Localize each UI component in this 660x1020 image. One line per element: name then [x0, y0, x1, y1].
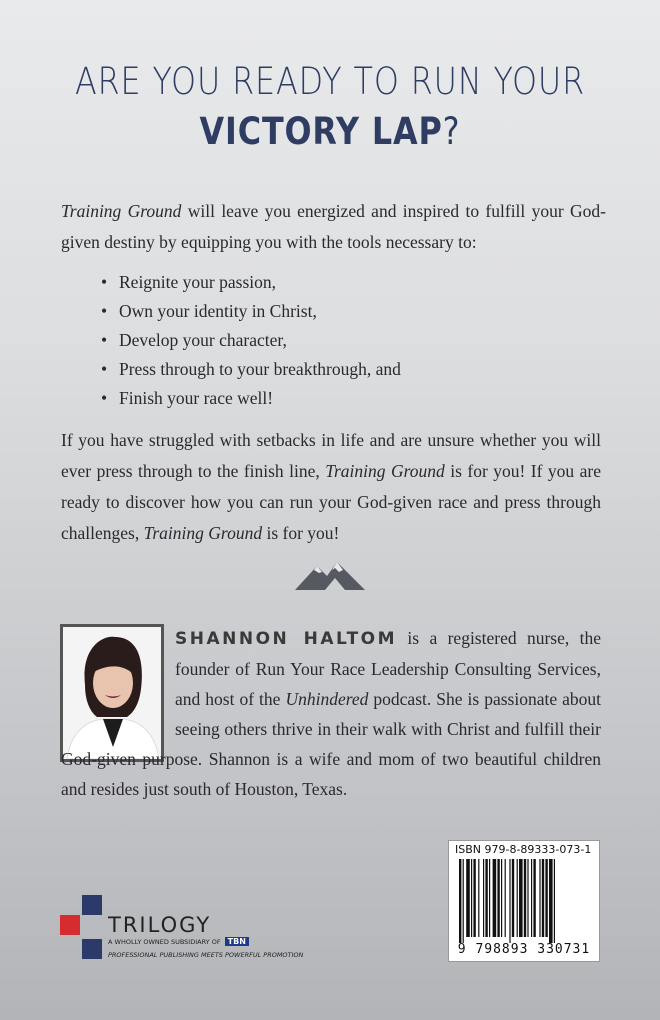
publisher-tagline: PROFESSIONAL PUBLISHING MEETS POWERFUL PROMOTION	[108, 951, 304, 959]
isbn-label: ISBN 979-8-89333-073-1	[455, 843, 592, 856]
photo-spacer	[61, 623, 175, 743]
list-item: • Reignite your passion,	[101, 268, 401, 297]
audience-text-1: If you have struggled with setbacks in life and are unsure whether you will ever press through to the finish line,	[61, 430, 601, 481]
barcode-bar	[483, 859, 484, 937]
barcode-bar	[478, 859, 479, 937]
isbn-barcode	[448, 840, 600, 962]
headline	[0, 58, 660, 156]
barcode-bar	[519, 859, 523, 937]
barcode-bars	[459, 859, 589, 943]
barcode-bar	[497, 859, 499, 937]
audience-paragraph	[61, 425, 601, 549]
tbn-logo: TBN	[225, 937, 249, 946]
author-name: SHANNON HALTOM	[175, 629, 398, 649]
barcode-bar	[505, 859, 506, 937]
barcode-bar	[545, 859, 547, 937]
barcode-bar	[509, 859, 510, 943]
barcode-number: 9 798893 330731	[457, 942, 591, 957]
bio-text-2: podcast. She is passionate about seeing others thrive in their walk with Christ and fulfill their God-given purpose. Shannon is a wife and mom of two beautiful children and resides just south of Houston, Texas.	[61, 689, 601, 799]
barcode-bar	[501, 859, 502, 937]
barcode-bar	[533, 859, 535, 937]
podcast-title: Unhindered	[285, 689, 369, 709]
subsidiary-text: A WHOLLY OWNED SUBSIDIARY OF	[108, 938, 221, 946]
barcode-bar	[473, 859, 475, 937]
publisher-logo	[60, 893, 320, 963]
publisher-name: TRILOGY	[108, 913, 212, 937]
barcode-bar	[531, 859, 532, 937]
barcode-bar	[485, 859, 487, 937]
list-item: • Press through to your breakthrough, and	[101, 355, 401, 384]
barcode-bar	[542, 859, 544, 937]
barcode-bar	[493, 859, 497, 937]
headline-emphasis: VICTORY LAP	[199, 110, 443, 153]
barcode-bar	[459, 859, 461, 943]
book-title: Training Ground	[325, 461, 445, 481]
list-item: • Finish your race well!	[101, 384, 401, 413]
barcode-bar	[554, 859, 555, 943]
book-title: Training Ground	[61, 201, 182, 221]
barcode-bar	[517, 859, 518, 937]
intro-text: will leave you energized and inspired to fulfill your God-given destiny by equipping you with the tools necessary to:	[61, 201, 606, 252]
list-item: • Develop your character,	[101, 326, 401, 355]
intro-paragraph	[61, 196, 606, 258]
barcode-bar	[466, 859, 470, 937]
author-bio	[61, 623, 601, 804]
book-title: Training Ground	[143, 523, 263, 543]
headline-line2	[46, 108, 614, 156]
barcode-bar	[489, 859, 490, 937]
barcode-bar	[539, 859, 540, 937]
barcode-bar	[463, 859, 464, 943]
publisher-subsidiary-line	[108, 937, 249, 946]
audience-text-2: is for you! If you are ready to discover how you can run your God-given race and press through challenges,	[61, 461, 601, 543]
barcode-bar	[524, 859, 526, 937]
benefits-list	[101, 268, 401, 413]
bio-text-1: is a registered nurse, the founder of Run Your Race Leadership Consulting Services, and host of the	[175, 628, 601, 709]
barcode-bar	[512, 859, 514, 937]
barcode-bar	[471, 859, 472, 937]
list-item: • Own your identity in Christ,	[101, 297, 401, 326]
barcode-bar	[527, 859, 528, 937]
audience-text-3: is for you!	[262, 523, 340, 543]
mountain-icon	[295, 560, 365, 592]
barcode-bar	[549, 859, 553, 943]
headline-question-mark: ?	[442, 110, 461, 153]
headline-line1: ARE YOU READY TO RUN YOUR	[74, 60, 586, 103]
